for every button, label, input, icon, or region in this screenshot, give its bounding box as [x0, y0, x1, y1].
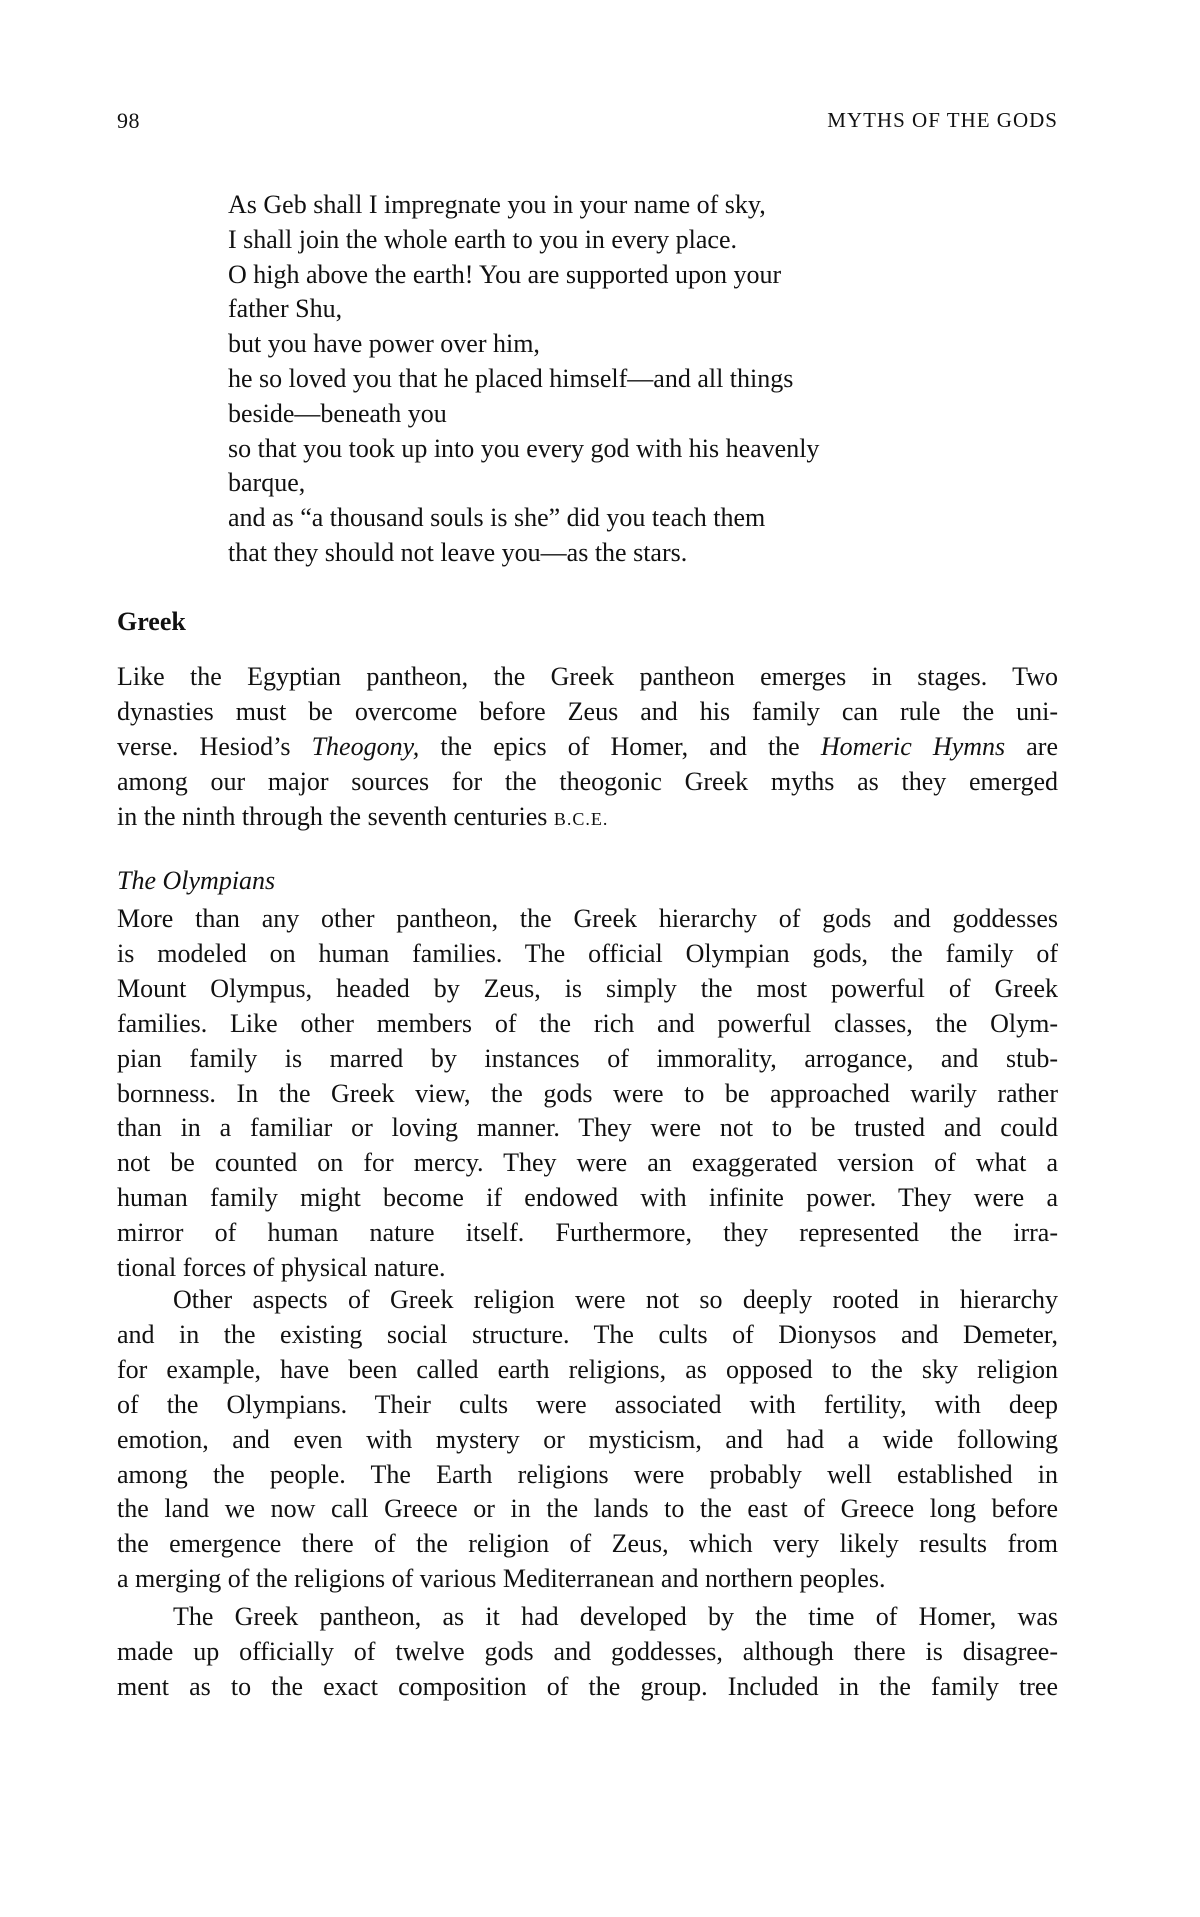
- page-number: 98: [117, 108, 140, 133]
- paragraph-line: made up officially of twelve gods and goddesses, although there is disagree-: [117, 1636, 1058, 1666]
- text-span: are: [1005, 731, 1058, 761]
- paragraph-line: for example, have been called earth religions, as opposed to the sky religion: [117, 1354, 1058, 1384]
- paragraph-line: among our major sources for the theogonic Greek myths as they emerged: [117, 766, 1058, 796]
- paragraph-line: mirror of human nature itself. Furthermore, they represented the irra-: [117, 1218, 1058, 1248]
- era-abbreviation: B.C.E.: [553, 808, 609, 829]
- running-title: MYTHS OF THE GODS: [827, 108, 1058, 132]
- verse-line: that they should not leave you—as the stars.: [228, 537, 688, 567]
- verse-line: O high above the earth! You are supported upon your: [228, 259, 782, 289]
- paragraph-line: families. Like other members of the rich and powerful classes, the Olym-: [117, 1008, 1058, 1038]
- paragraph-line: More than any other pantheon, the Greek hierarchy of gods and goddesses: [117, 904, 1058, 933]
- verse-line: but you have power over him,: [228, 329, 540, 359]
- verse-line: so that you took up into you every god with his heavenly: [228, 433, 820, 463]
- paragraph-line: emotion, and even with mystery or mysticism, and had a wide following: [117, 1424, 1058, 1454]
- paragraph-line: The Greek pantheon, as it had developed by the time of Homer, was: [173, 1602, 1058, 1631]
- paragraph-line: than in a familiar or loving manner. They were not to be trusted and could: [117, 1113, 1058, 1143]
- running-head: [117, 108, 1058, 138]
- paragraph-line: a merging of the religions of various Mediterranean and northern peoples.: [117, 1564, 886, 1594]
- subsection-heading: The Olympians: [117, 866, 276, 895]
- verse-line: barque,: [228, 468, 306, 498]
- paragraph-line: dynasties must be overcome before Zeus and his family can rule the uni-: [117, 696, 1058, 726]
- paragraph-line: Other aspects of Greek religion were not so deeply rooted in hierarchy: [173, 1285, 1058, 1314]
- paragraph-line: among the people. The Earth religions were probably well established in: [117, 1459, 1058, 1489]
- paragraph-line: of the Olympians. Their cults were associated with fertility, with deep: [117, 1389, 1058, 1419]
- greek-intro-paragraph: [117, 660, 1058, 837]
- paragraph-line: bornness. In the Greek view, the gods were to be approached warily rather: [117, 1078, 1058, 1108]
- paragraph-line: human family might become if endowed with infinite power. They were a: [117, 1183, 1058, 1213]
- olympians-paragraph-1: [117, 902, 1058, 1286]
- book-title-theogony: Theogony,: [311, 731, 420, 761]
- paragraph-line: the emergence there of the religion of Zeus, which very likely results from: [117, 1529, 1058, 1559]
- verse-line: and as “a thousand souls is she” did you teach them: [228, 503, 766, 533]
- olympians-paragraph-3: [117, 1600, 1058, 1705]
- verse-line: beside—beneath you: [228, 398, 447, 428]
- verse-line: As Geb shall I impregnate you in your name of sky,: [228, 190, 766, 219]
- verse-line: father Shu,: [228, 294, 343, 324]
- verse-line: I shall join the whole earth to you in every place.: [228, 224, 738, 254]
- paragraph-line: tional forces of physical nature.: [117, 1253, 446, 1283]
- text-span: in the ninth through the seventh centuries: [117, 801, 554, 831]
- paragraph-line: ment as to the exact composition of the group. Included in the family tree: [117, 1671, 1058, 1701]
- book-title-homeric-hymns: Homeric Hymns: [820, 731, 1006, 761]
- olympians-paragraph-2: [117, 1283, 1058, 1597]
- paragraph-line: [117, 800, 1058, 837]
- verse-block: [228, 188, 1028, 571]
- paragraph-line: the land we now call Greece or in the lands to the east of Greece long before: [117, 1494, 1058, 1524]
- paragraph-line: and in the existing social structure. The cults of Dionysos and Demeter,: [117, 1319, 1058, 1349]
- paragraph-line: not be counted on for mercy. They were an exaggerated version of what a: [117, 1148, 1058, 1178]
- text-span: verse. Hesiod’s: [117, 731, 312, 761]
- paragraph-line: is modeled on human families. The official Olympian gods, the family of: [117, 938, 1058, 968]
- paragraph-line: [117, 730, 1058, 765]
- text-span: the epics of Homer, and the: [419, 731, 821, 761]
- verse-line: he so loved you that he placed himself—and all things: [228, 363, 794, 393]
- paragraph-line: pian family is marred by instances of immorality, arrogance, and stub-: [117, 1043, 1058, 1073]
- paragraph-line: Mount Olympus, headed by Zeus, is simply the most powerful of Greek: [117, 973, 1058, 1003]
- paragraph-line: Like the Egyptian pantheon, the Greek pantheon emerges in stages. Two: [117, 662, 1058, 691]
- section-heading: Greek: [117, 607, 186, 636]
